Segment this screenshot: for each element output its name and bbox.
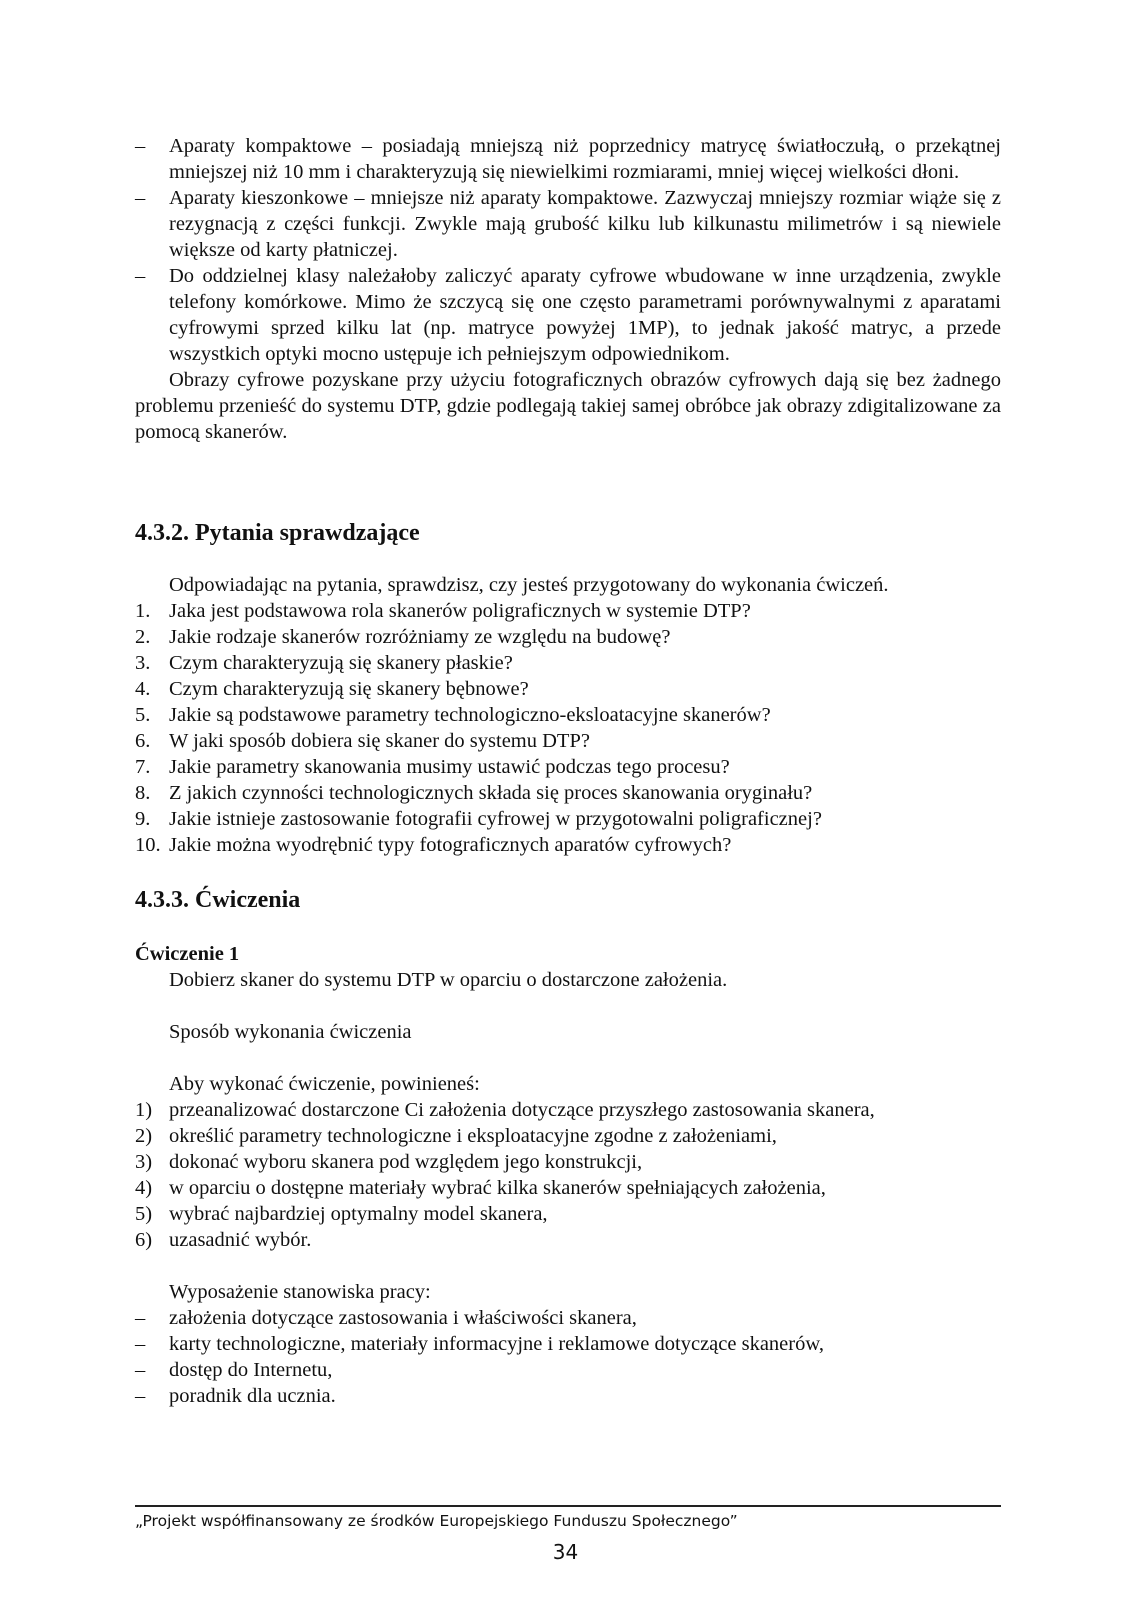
questions-intro: Odpowiadając na pytania, sprawdzisz, czy jesteś przygotowany do wykonania ćwiczeń. bbox=[169, 574, 889, 596]
step-number: 1) bbox=[135, 1099, 153, 1121]
step-text: przeanalizować dostarczone Ci założenia dotyczące przyszłego zastosowania skanera, bbox=[169, 1099, 875, 1121]
step-item bbox=[135, 1175, 1001, 1201]
list-item-text: Do oddzielnej klasy należałoby zaliczyć aparaty cyfrowe wbudowane w inne urządzenia, zwykle telefony komórkowe. Mimo że szczycą się one często parametrami porównywalnymi z aparatami cyfrowymi sprzed kilku lat (np. matryce powyżej 1MP), to jednak jakość matryc, a przede wszystkich optyki mocno ustępuje ich pełniejszym odpowiednikom. bbox=[169, 265, 1001, 365]
dash-bullet: – bbox=[135, 265, 146, 287]
question-text: Jakie istnieje zastosowanie fotografii cyfrowej w przygotowalni poligraficznej? bbox=[169, 808, 822, 830]
step-text: wybrać najbardziej optymalny model skanera, bbox=[169, 1203, 548, 1225]
body-paragraph: Obrazy cyfrowe pozyskane przy użyciu fotograficznych obrazów cyfrowych dają się bez żadnego problemu przenieść do systemu DTP, gdzie podlegają takiej samej obróbce jak obrazy zdigitalizowane za pomocą skanerów. bbox=[135, 369, 1001, 443]
section-heading-questions: 4.3.2. Pytania sprawdzające bbox=[135, 520, 420, 546]
method-label: Sposób wykonania ćwiczenia bbox=[169, 1021, 412, 1043]
equipment-item bbox=[135, 1383, 1001, 1409]
equipment-item bbox=[135, 1331, 1001, 1357]
equipment-text: karty technologiczne, materiały informacyjne i reklamowe dotyczące skanerów, bbox=[169, 1333, 824, 1355]
list-item bbox=[135, 185, 1001, 263]
question-number: 5. bbox=[135, 704, 151, 726]
equipment-item bbox=[135, 1357, 1001, 1383]
question-text: Jakie można wyodrębnić typy fotograficznych aparatów cyfrowych? bbox=[169, 834, 732, 856]
question-number: 10. bbox=[135, 834, 161, 856]
step-text: uzasadnić wybór. bbox=[169, 1229, 312, 1251]
equipment-text: założenia dotyczące zastosowania i właściwości skanera, bbox=[169, 1307, 637, 1329]
list-item-text: Aparaty kompaktowe – posiadają mniejszą niż poprzednicy matrycę światłoczułą, o przekątnej mniejszej niż 10 mm i charakteryzują się niewielkimi rozmiarami, mniej więcej wielkości dłoni. bbox=[169, 135, 1001, 183]
step-item bbox=[135, 1123, 1001, 1149]
page-number: 34 bbox=[552, 1540, 579, 1564]
step-item bbox=[135, 1097, 1001, 1123]
list-item bbox=[135, 133, 1001, 185]
step-item bbox=[135, 1149, 1001, 1175]
question-number: 3. bbox=[135, 652, 151, 674]
question-item bbox=[135, 702, 1001, 728]
footer-divider bbox=[135, 1505, 1001, 1507]
dash-bullet: – bbox=[135, 187, 146, 209]
question-number: 8. bbox=[135, 782, 151, 804]
dash-bullet: – bbox=[135, 1385, 146, 1407]
step-number: 2) bbox=[135, 1125, 153, 1147]
list-item bbox=[135, 263, 1001, 367]
exercise-task: Dobierz skaner do systemu DTP w oparciu o dostarczone założenia. bbox=[169, 969, 728, 991]
question-text: Jakie parametry skanowania musimy ustawić podczas tego procesu? bbox=[169, 756, 730, 778]
question-number: 4. bbox=[135, 678, 151, 700]
question-number: 2. bbox=[135, 626, 151, 648]
equipment-text: poradnik dla ucznia. bbox=[169, 1385, 336, 1407]
question-text: Jakie rodzaje skanerów rozróżniamy ze względu na budowę? bbox=[169, 626, 671, 648]
question-item bbox=[135, 676, 1001, 702]
question-text: Jakie są podstawowe parametry technologiczno-eksloatacyjne skanerów? bbox=[169, 704, 771, 726]
questions-section bbox=[135, 572, 1001, 858]
section-heading-exercises: 4.3.3. Ćwiczenia bbox=[135, 887, 301, 913]
question-text: Czym charakteryzują się skanery bębnowe? bbox=[169, 678, 529, 700]
question-item bbox=[135, 650, 1001, 676]
question-number: 7. bbox=[135, 756, 151, 778]
question-item bbox=[135, 728, 1001, 754]
dash-bullet: – bbox=[135, 135, 146, 157]
question-item bbox=[135, 780, 1001, 806]
question-item bbox=[135, 832, 1001, 858]
camera-types-list bbox=[135, 133, 1001, 445]
step-number: 4) bbox=[135, 1177, 153, 1199]
exercise-title: Ćwiczenie 1 bbox=[135, 943, 240, 965]
question-number: 1. bbox=[135, 600, 151, 622]
equipment-text: dostęp do Internetu, bbox=[169, 1359, 333, 1381]
step-text: określić parametry technologiczne i eksploatacyjne zgodne z założeniami, bbox=[169, 1125, 777, 1147]
question-number: 6. bbox=[135, 730, 151, 752]
step-text: dokonać wyboru skanera pod względem jego konstrukcji, bbox=[169, 1151, 643, 1173]
equipment-section bbox=[135, 1279, 1001, 1409]
step-number: 6) bbox=[135, 1229, 153, 1251]
question-item bbox=[135, 598, 1001, 624]
question-text: Jaka jest podstawowa rola skanerów poligraficznych w systemie DTP? bbox=[169, 600, 751, 622]
dash-bullet: – bbox=[135, 1359, 146, 1381]
equipment-item bbox=[135, 1305, 1001, 1331]
step-number: 3) bbox=[135, 1151, 153, 1173]
step-number: 5) bbox=[135, 1203, 153, 1225]
question-text: Czym charakteryzują się skanery płaskie? bbox=[169, 652, 513, 674]
step-text: w oparciu o dostępne materiały wybrać kilka skanerów spełniających założenia, bbox=[169, 1177, 826, 1199]
step-item bbox=[135, 1227, 1001, 1253]
question-text: W jaki sposób dobiera się skaner do systemu DTP? bbox=[169, 730, 590, 752]
question-number: 9. bbox=[135, 808, 151, 830]
question-text: Z jakich czynności technologicznych składa się proces skanowania oryginału? bbox=[169, 782, 813, 804]
equipment-label: Wyposażenie stanowiska pracy: bbox=[169, 1281, 431, 1303]
question-item bbox=[135, 806, 1001, 832]
dash-bullet: – bbox=[135, 1333, 146, 1355]
steps-section bbox=[135, 1071, 1001, 1253]
footer-funding-note: „Projekt współfinansowany ze środków Europejskiego Funduszu Społecznego” bbox=[135, 1512, 738, 1530]
question-item bbox=[135, 754, 1001, 780]
step-item bbox=[135, 1201, 1001, 1227]
list-item-text: Aparaty kieszonkowe – mniejsze niż aparaty kompaktowe. Zazwyczaj mniejszy rozmiar wiąże się z rezygnacją z części funkcji. Zwykle mają grubość kilku lub kilkunastu milimetrów i są niewiele większe od karty płatniczej. bbox=[169, 187, 1001, 261]
dash-bullet: – bbox=[135, 1307, 146, 1329]
question-item bbox=[135, 624, 1001, 650]
steps-intro: Aby wykonać ćwiczenie, powinieneś: bbox=[169, 1073, 480, 1095]
